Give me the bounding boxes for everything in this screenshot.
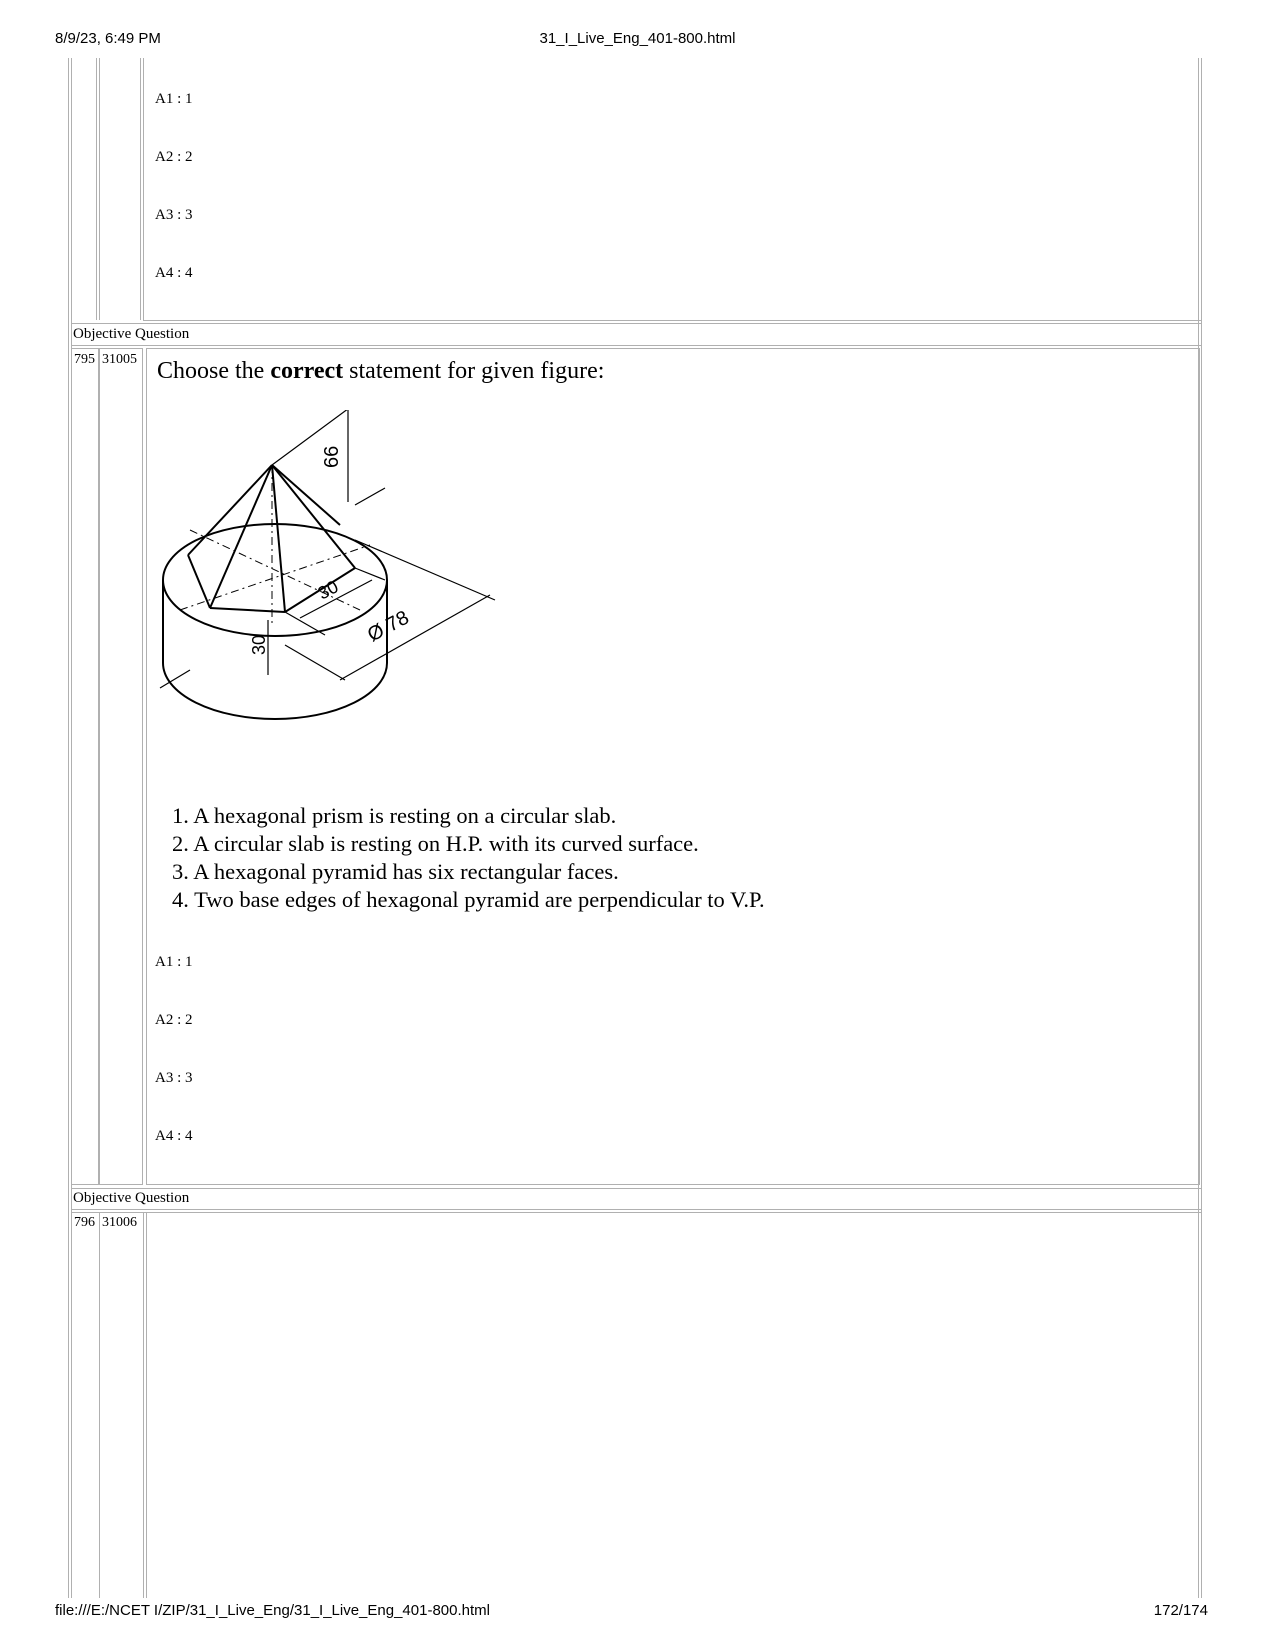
statement-4: 4. Two base edges of hexagonal pyramid are perpendicular to V.P.: [172, 887, 765, 912]
question-type-label-796: Objective Question: [73, 1190, 190, 1206]
qnum-cell-796-left: [71, 1212, 72, 1598]
print-page-number: 172/174: [1153, 1602, 1208, 1619]
cell-top-796: [71, 1212, 1201, 1213]
prev-option-a4: A4 : 4: [155, 265, 193, 281]
col-divider-1: [96, 58, 97, 320]
dimension-height-label: 66: [321, 445, 343, 468]
statement-3: 3. A hexagonal pyramid has six rectangular faces.: [172, 859, 619, 884]
prev-option-a3: A3 : 3: [155, 207, 193, 223]
option-a2-795: A2 : 2: [155, 1012, 193, 1028]
dimension-diameter-label: Ø 78: [364, 606, 413, 647]
pyramid-on-slab-figure: [150, 410, 520, 730]
question-emphasis: correct: [270, 358, 344, 384]
col-divider-2: [99, 58, 100, 320]
qnum-cell-796-right: [99, 1212, 100, 1598]
print-title: 31_I_Live_Eng_401-800.html: [539, 30, 736, 47]
question-id-796: 31006: [102, 1215, 137, 1230]
qnum-cell-795: [71, 348, 99, 1185]
qid-cell-795: [99, 348, 143, 1185]
statement-1: 1. A hexagonal prism is resting on a circular slab.: [172, 803, 617, 828]
table-border-left: [68, 58, 69, 1598]
prev-row-bottom-2: [71, 323, 1201, 324]
dimension-slab-height-label: 30: [249, 634, 269, 655]
type-row-divider-795: [71, 345, 1201, 346]
print-file-path: file:///E:/NCET I/ZIP/31_I_Live_Eng/31_I_Live_Eng_401-800.html: [55, 1602, 490, 1619]
question-prefix: Choose the: [157, 358, 271, 384]
option-a3-795: A3 : 3: [155, 1070, 193, 1086]
question-number-796: 796: [74, 1215, 95, 1230]
question-cell-796-left: [146, 1212, 147, 1598]
table-border-right-inner: [1201, 58, 1202, 1598]
type-row-divider-796: [71, 1209, 1201, 1210]
prev-row-bottom: [143, 320, 1201, 321]
question-text-795: [157, 358, 604, 385]
col-divider-4: [143, 58, 144, 320]
prev-option-a2: A2 : 2: [155, 149, 193, 165]
question-number-795: 795: [74, 352, 95, 367]
statement-2: 2. A circular slab is resting on H.P. with its curved surface.: [172, 831, 699, 856]
question-suffix: statement for given figure:: [343, 358, 605, 384]
dimension-pyramid-edge-label: 30: [314, 576, 342, 604]
option-a4-795: A4 : 4: [155, 1128, 193, 1144]
prev-option-a1: A1 : 1: [155, 91, 193, 107]
col-divider-3: [140, 58, 141, 320]
print-datetime: 8/9/23, 6:49 PM: [55, 30, 161, 47]
statements-list: [172, 802, 765, 914]
row-bottom-795: [71, 1188, 1201, 1189]
option-a1-795: A1 : 1: [155, 954, 193, 970]
question-type-label-795: Objective Question: [73, 326, 190, 342]
qid-cell-796-right: [143, 1212, 144, 1598]
question-id-795: 31005: [102, 352, 137, 367]
